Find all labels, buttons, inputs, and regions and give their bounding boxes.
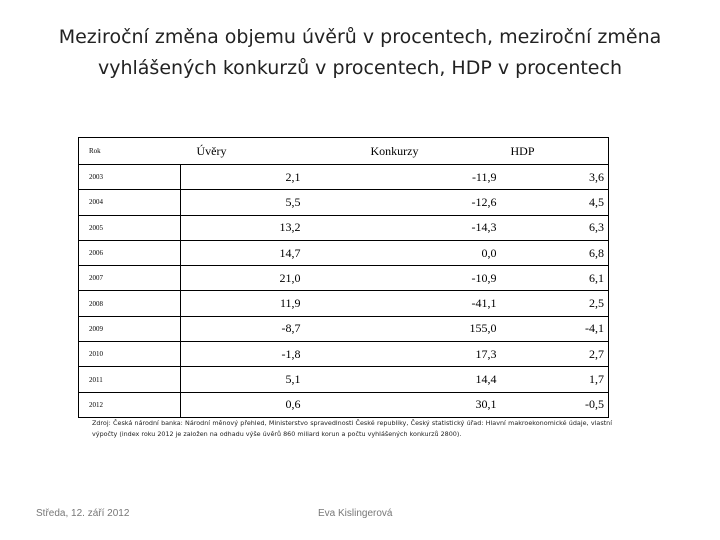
table-row [79, 392, 609, 417]
table-row [79, 215, 609, 240]
header-hdp: HDP [501, 138, 609, 165]
data-table-container [78, 137, 608, 418]
hdp-cell: 4,5 [501, 190, 609, 215]
uvery-cell: 21,0 [181, 266, 305, 291]
slide-title [20, 22, 700, 84]
konkurzy-cell: 0,0 [305, 240, 501, 265]
konkurzy-cell: 17,3 [305, 342, 501, 367]
table-header-row [79, 138, 609, 165]
header-year: Rok [79, 138, 181, 165]
year-cell: 2009 [79, 316, 181, 341]
konkurzy-cell: -41,1 [305, 291, 501, 316]
table-row [79, 190, 609, 215]
hdp-cell: 6,8 [501, 240, 609, 265]
slide-title-line-1: Meziroční změna objemu úvěrů v procentech, meziroční změna [58, 26, 662, 48]
slide-title-line-2: vyhlášených konkurzů v procentech, HDP v procentech [97, 57, 622, 79]
uvery-cell: 14,7 [181, 240, 305, 265]
year-cell: 2011 [79, 367, 181, 392]
header-konkurzy: Konkurzy [305, 138, 501, 165]
table-row [79, 165, 609, 190]
year-cell: 2003 [79, 165, 181, 190]
table-row [79, 240, 609, 265]
hdp-cell: 3,6 [501, 165, 609, 190]
uvery-cell: 5,5 [181, 190, 305, 215]
hdp-cell: -0,5 [501, 392, 609, 417]
konkurzy-cell: -14,3 [305, 215, 501, 240]
footer-date: Středa, 12. září 2012 [36, 508, 130, 519]
year-cell: 2007 [79, 266, 181, 291]
hdp-cell: 1,7 [501, 367, 609, 392]
konkurzy-cell: 14,4 [305, 367, 501, 392]
konkurzy-cell: 30,1 [305, 392, 501, 417]
table-row [79, 367, 609, 392]
hdp-cell: 2,7 [501, 342, 609, 367]
konkurzy-cell: 155,0 [305, 316, 501, 341]
year-cell: 2010 [79, 342, 181, 367]
table-row [79, 291, 609, 316]
source-note: Zdroj: Česká národní banka: Národní měnový přehled, Ministerstvo spravedlnosti České republiky, Český statistický úřad: Hlavní makroekonomické údaje, vlastní výpočty (index roku 2012 je založen na odhadu výše úvěrů 860 miliard korun a počtu vyhlášených konkurzů 2800). [92, 419, 612, 438]
year-cell: 2008 [79, 291, 181, 316]
uvery-cell: 11,9 [181, 291, 305, 316]
konkurzy-cell: -10,9 [305, 266, 501, 291]
hdp-cell: 6,1 [501, 266, 609, 291]
hdp-cell: -4,1 [501, 316, 609, 341]
year-cell: 2005 [79, 215, 181, 240]
year-cell: 2004 [79, 190, 181, 215]
table-row [79, 316, 609, 341]
header-uvery: Úvěry [181, 138, 305, 165]
year-cell: 2006 [79, 240, 181, 265]
konkurzy-cell: -11,9 [305, 165, 501, 190]
year-cell: 2012 [79, 392, 181, 417]
table-row [79, 342, 609, 367]
table-row [79, 266, 609, 291]
uvery-cell: -8,7 [181, 316, 305, 341]
konkurzy-cell: -12,6 [305, 190, 501, 215]
uvery-cell: 13,2 [181, 215, 305, 240]
hdp-cell: 6,3 [501, 215, 609, 240]
uvery-cell: 0,6 [181, 392, 305, 417]
hdp-cell: 2,5 [501, 291, 609, 316]
table-body [79, 165, 609, 418]
uvery-cell: -1,8 [181, 342, 305, 367]
footer-author: Eva Kislingerová [318, 508, 393, 519]
uvery-cell: 2,1 [181, 165, 305, 190]
data-table [78, 137, 609, 418]
uvery-cell: 5,1 [181, 367, 305, 392]
